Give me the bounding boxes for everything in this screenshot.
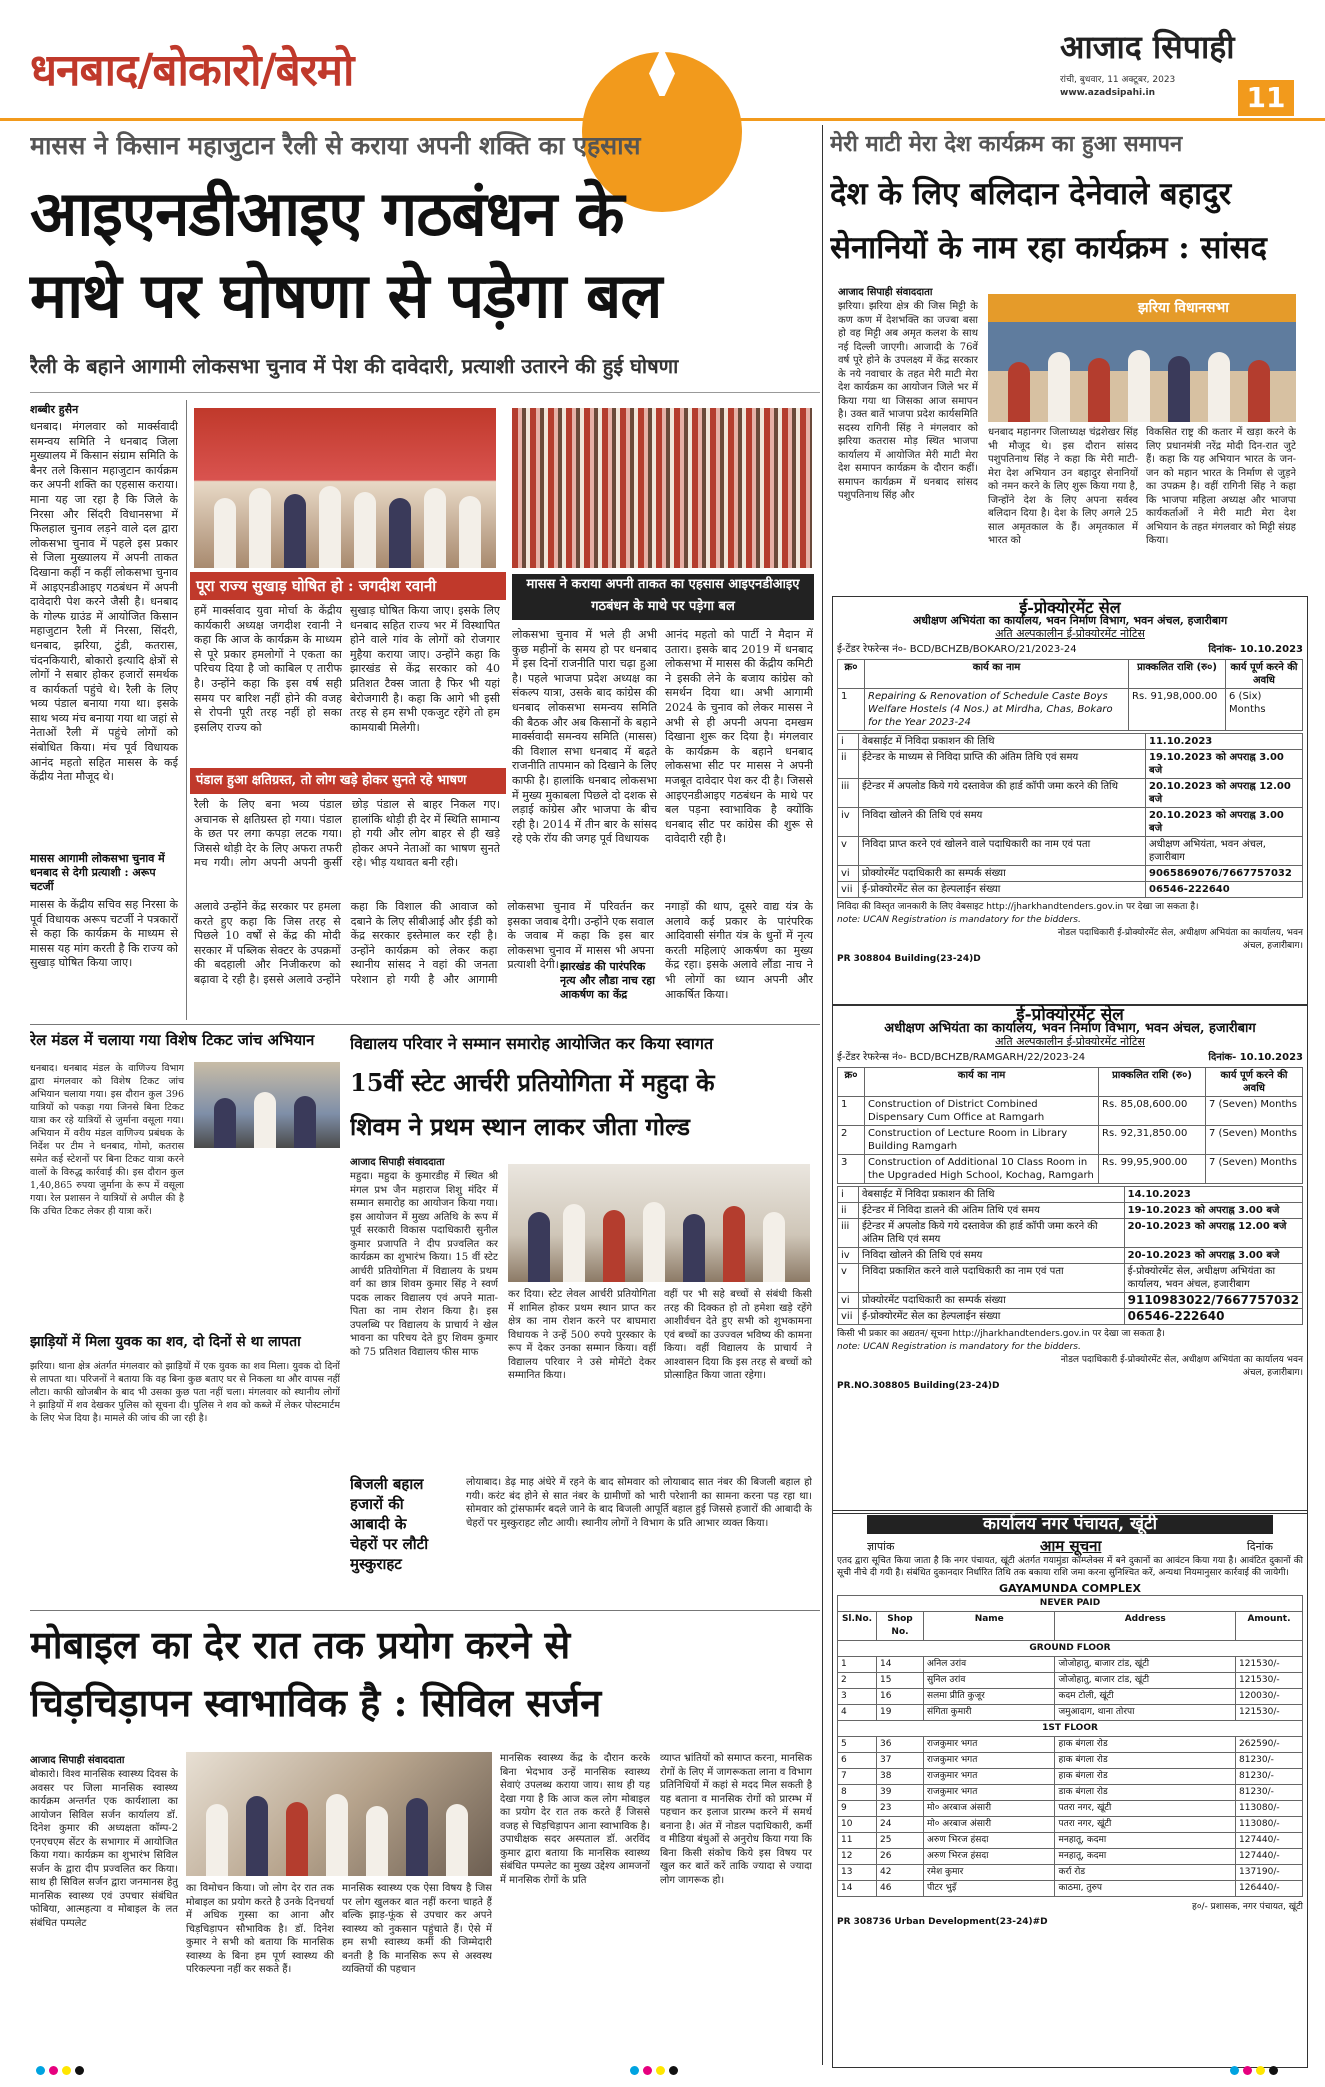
tender2-row-label: ईटेन्डर में निविदा डालने की अंतिम तिथि एवं समय	[859, 1203, 1125, 1219]
lead-col3-text: सुखाड़ घोषित किया जाए। इसके लिए धनबाद सहित राज्य भर में विस्थापित होने वाले गांव के लोगों को रोजगार मुहैया कराया जाए। उन्होंने कहा कि झारखंड से केंद्र सरकार को 40 प्रतिशत टैक्स जाता है फिर भी यहां बेरोजगारी है। कहा कि आगे भी इसी तरह से हम सभी एकजुट रहेंगे तो हम कामयाबी मिलेगी।	[350, 604, 500, 734]
masthead	[0, 0, 1325, 120]
table-cell: 121530/-	[1236, 1673, 1303, 1689]
table-cell: 2	[838, 1673, 877, 1689]
photo-banner-text: झरिया विधानसभा	[1138, 300, 1229, 316]
table-row	[838, 1769, 1303, 1785]
table-cell: मो० अरबाज अंसारी	[924, 1817, 1055, 1833]
jharia-text: झरिया। थाना क्षेत्र अंतर्गत मंगलवार को झाड़ियों में एक युवक का शव मिला। युवक दो दिनों से लापता था। परिजनों ने बताया कि वह बिना कुछ बताए घर से निकला था और वापस नहीं लौटा। काफी खोजबीन के बाद भी उसका कुछ पता नहीं चला। मंगलवार को स्थानीय लोगों ने झाड़ियों में शव देखकर पुलिस को सूचना दी। पुलिस ने शव को कब्जे में लेकर पोस्टमार्टम के लिए भेज दिया है। मामले की जांच की जा रही है।	[30, 1361, 340, 1424]
tender2-row-label: ईटेन्डर में अपलोड किये गये दस्तावेज की हार्ड कॉपी जमा करने की अंतिम तिथि एवं समय	[859, 1219, 1125, 1248]
tender1-subtitle: अति अल्पकालीन ई-प्रोक्योरमेंट नोटिस	[995, 627, 1145, 640]
tender2-signer: नोडल पदाधिकारी ई-प्रोक्योरमेंट सेल, अधीक्षण अभियंता का कार्यालय भवन अंचल, हजारीबाग।	[1060, 1355, 1303, 1378]
np-section: NEVER PAID	[838, 1596, 1303, 1612]
lead-col1-text: धनबाद। मंगलवार को मार्क्सवादी समन्वय समिति ने धनबाद जिला मुख्यालय में किसान संग्राम समिति के बैनर तले किसान महाजुटान कार्यक्रम कर अपनी शक्ति का एहसास कराया। माना यह जा रहा है कि जिले के निरसा और सिंदरी विधानसभा में फिलहाल चुनाव लड़ने वाले दल द्वारा लोकसभा चुनाव में पहले इस प्रकार से जिला मुख्यालय में अपनी ताकत दिखाना कहीं न कहीं लोकसभा चुनाव में आइएनडीआइए गठबंधन में अपनी दावेदारी पेश करने जैसी है। धनबाद के गोल्फ ग्राउंड में आयोजित किसान महाजुटान रैली में निरसा, सिंदरी, धनबाद, झरिया, टुंडी, कतरास, चंदनकियारी, बोकारो इत्यादि क्षेत्रों से लोगों ने सबार होकर हजारों समर्थक व कार्यकर्ता पहुंचे थे। रैली के लिए भव्य पंडाल बनाया गया था। इसके साथ भव्य मंच बनाया गया था जहां से नेताओं रैली में पहुंचे लोगों को संबोधित किया। मंच पूर्व विधायक आनंद महतो सहित मासस के कई केंद्रीय नेता मौजूद थे।	[30, 420, 178, 784]
tender2-work: Construction of Additional 10 Class Room in the Upgraded High School, Kochag, Ramgarh	[865, 1155, 1099, 1184]
lead-col4-text: लोकसभा चुनाव में भले ही अभी कुछ महीनों के समय हो पर धनबाद में इस दिनों राजनीति पारा चढ़ा हुआ है। पहले भाजपा प्रदेश अध्यक्ष का संकल्प यात्रा, उसके बाद कांग्रेस की धनबाद लोकसभा समन्वय समिति की बैठक और अब किसानों के बहाने मार्क्सवादी समन्वय समिति (मासस) की विशाल सभा धनबाद में बढ़ते राजनीति तापमान को दिखाने के लिए काफी है। हालांकि धनबाद लोकसभा में मुख्य मुकाबला पिछले दो दशक से लड़ाई कांग्रेस और भाजपा के बीच रही है। 2014 में तीन बार के सांसद रहे एके रॉय की जगह पूर्व विधायक	[512, 628, 657, 846]
archery-kicker: विद्यालय परिवार ने सम्मान समारोह आयोजित कर किया स्वागत	[350, 1034, 714, 1053]
table-cell: 121530/-	[1236, 1705, 1303, 1721]
table-cell: 36	[877, 1737, 924, 1753]
right-headline-1: देश के लिए बलिदान देनेवाले बहादुर	[830, 176, 1232, 212]
tender1-th-period: कार्य पूर्ण करने की अवधि	[1226, 660, 1303, 689]
tender1-row-label: ई-प्रोक्योरमेंट सेल का हेल्पलाईन संख्या	[859, 882, 1146, 898]
table-cell: राजकुमार भगत	[924, 1785, 1055, 1801]
np-title: कार्यालय नगर पंचायत, खूंटी	[867, 1515, 1273, 1534]
table-cell: कर्रा रोड	[1055, 1865, 1236, 1881]
np-intro: एतद द्वारा सूचित किया जाता है कि नगर पंचायत, खूंटी अंतर्गत गयामुंडा कॉम्प्लेक्स में बने दुकानों का आवंटन किया गया है। आवंटित दुकानों की सूची नीचे दी गयी है। संबंधित दुकानदार निर्धारित तिथि तक बकाया राशि जमा करना सुनिश्चित करें, अन्यथा नियमानुसार कार्रवाई की जायेगी।	[837, 1556, 1303, 1578]
tender1-row-value: 9065869076/7667757032	[1146, 866, 1303, 882]
table-cell: 1	[838, 1657, 877, 1673]
tender1-footer2: note: UCAN Registration is mandatory for the bidders.	[837, 915, 1081, 925]
village-headline-l5: मुस्कुराहट	[350, 1555, 402, 1573]
table-cell: अरुण भिरज हंसदा	[924, 1833, 1055, 1849]
civil-col4-text: मानसिक स्वास्थ्य केंद्र के दौरान करके बिना भेदभाव उन्हें मानसिक स्वास्थ्य सेवाएं उपलब्ध कराया जाय। साथ ही यह देखा गया है कि आज कल लोग मोबाइल का प्रयोग देर रात तक करते हैं जिससे वजह से चिड़चिड़ापन आना स्वाभाविक है। उपाधीक्षक सदर अस्पताल डॉ. अरविंद कुमार द्वारा बताया कि मानसिक स्वास्थ्य संबंधित पम्पलेट का मुख्य उद्देश्य आमजनों में मानसिक रोगों के प्रति	[500, 1753, 650, 1886]
table-cell: 13	[838, 1865, 877, 1881]
photo-caption-left: पूरा राज्य सुखाड़ घोषित हो : जगदीश रवानी	[190, 572, 506, 600]
table-cell: 12	[838, 1849, 877, 1865]
lead-byline: शब्बीर हुसैन	[30, 403, 79, 416]
rail-headline: रेल मंडल में चलाया गया विशेष टिकट जांच अभियान	[30, 1031, 315, 1049]
table-cell: जोजोहातु, बाजार टांड, खूंटी	[1055, 1657, 1236, 1673]
nagar-panchayat-notice	[832, 1510, 1308, 2068]
tender2-amount: Rs. 85,08,600.00	[1099, 1097, 1206, 1126]
tender1-row-value: 20.10.2023 को अपराह्न 12.00 बजे	[1146, 779, 1303, 808]
village-headline	[350, 1474, 460, 1604]
table-row	[838, 1705, 1303, 1721]
archery-col3-text: वहीं पर भी सहे बच्चों से संबंधी किसी तरह की दिक्कत हो तो हमेशा खड़े रहेंगे आशीर्वचन देते हुए सभी को शुभकामना एवं बच्चों का उज्ज्वल भविष्य की कामना किया। वहीं विद्यालय के प्राचार्य ने आश्वासन दिया कि इस तरह से बच्चों को प्रोत्साहित किया जाता रहेगा।	[664, 1289, 812, 1381]
civil-headline-2: चिड़चिड़ापन स्वाभाविक है : सिविल सर्जन	[30, 1680, 602, 1725]
table-cell: 121530/-	[1236, 1657, 1303, 1673]
registration-dots-right	[1230, 2066, 1278, 2075]
archery-byline: आजाद सिपाही संवाददाता	[350, 1157, 445, 1168]
dateline: रांची, बुधवार, 11 अक्टूबर, 2023	[1060, 75, 1176, 85]
table-cell: 7	[838, 1769, 877, 1785]
table-cell: 9	[838, 1801, 877, 1817]
table-cell: 81230/-	[1236, 1769, 1303, 1785]
tender2-period: 7 (Seven) Months	[1206, 1097, 1303, 1126]
rail-text: धनबाद। धनबाद मंडल के वाणिज्य विभाग द्वारा मंगलवार को विशेष टिकट जांच अभियान चलाया गया। इस दौरान कुल 396 यात्रियों को पकड़ा गया जिनसे बिना टिकट यात्रा कर रहे यात्रियों से जुर्माना वसूला गया। अभियान में वरीय मंडल वाणिज्य प्रबंधक के निर्देश पर टीम ने धनबाद, गोमो, कतरास समेत कई स्टेशनों पर बिना टिकट यात्रा करने वालों के विरुद्ध कार्रवाई की। इस दौरान कुल 1,40,865 रुपया जुर्माना के रूप में वसूला गया। रेल प्रशासन ने यात्रियों से अपील की है कि उचित टिकट लेकर ही यात्रा करें।	[30, 1063, 184, 1217]
np-left-label: ज्ञापांक	[867, 1540, 895, 1553]
tender2-period: 7 (Seven) Months	[1206, 1155, 1303, 1184]
table-cell: 14	[877, 1657, 924, 1673]
table-cell: 81230/-	[1236, 1785, 1303, 1801]
table-cell: 23	[877, 1801, 924, 1817]
civil-col5-text: व्याप्त भ्रांतियों को समाप्त करना, मानसिक रोगों के लिए में जागरूकता लाना व विभाग प्रतिनिधियों में कहां से मदद मिल सकती है यह बताना व मानसिक रोगों को प्रारम्भ में पहचान कर इलाज प्रारम्भ करने में समर्थ बनाना है। अंत में नोडल पदाधिकारी, कर्मी व मीडिया बंधुओं से अनुरोध किया गया कि बिना किसी संकोच किये इस विषय पर खुल कर बातें करें ताकि ज्यादा से ज्यादा लोग जागरूक हो।	[660, 1753, 812, 1886]
tender1-pr: PR 308804 Building(23-24)D	[837, 954, 981, 964]
tender2-office: अधीक्षण अभियंता का कार्यालय, भवन निर्माण विभाग, भवन अंचल, हजारीबाग	[884, 1021, 1256, 1036]
table-cell: कदम टोली, खूंटी	[1055, 1689, 1236, 1705]
village-headline-l1: बिजली बहाल	[350, 1475, 424, 1493]
table-cell: डाक बंगला रोड	[1055, 1785, 1236, 1801]
table-cell: राजकुमार भगत	[924, 1753, 1055, 1769]
table-cell: 10	[838, 1817, 877, 1833]
village-text: लोयाबाद। डेढ़ माह अंधेरे में रहने के बाद सोमवार को लोयाबाद सात नंबर की बिजली बहाल हो गयी। करंट बंद होने से सात नंबर के ग्रामीणों को भारी परेशानी का सामना करना पड़ रहा था। सोमवार को ट्रांसफार्मर बदले जाने के बाद बिजली आपूर्ति बहाल हुई जिससे हजारों की आबादी के चेहरों पर मुस्कुराहट लौट आयी। स्थानीय लोगों ने विभाग के प्रति आभार व्यक्त किया।	[466, 1477, 812, 1529]
tender1-date: दिनांक- 10.10.2023	[1208, 644, 1303, 655]
tender2-amount: Rs. 92,31,850.00	[1099, 1126, 1206, 1155]
lead-col5-text: आनंद महतो को पार्टी ने मैदान में उतारा। इसके बाद 2019 में धनबाद लोकसभा में मासस की केंद्रीय कमिटी ने इसकी लेने के बजाय कांग्रेस को समर्थन दिया था। अभी आगामी 2024 के चुनाव को लेकर मासस ने अभी से ही अपनी अपना दमखम दिखाना शुरू कर दिया है। मंगलवार के कार्यक्रम के बहाने धनबाद लोकसभा सीट पर मासस ने अपनी मजबूत दावेदार पेश कर दी है। जिससे आइएनडीआइए गठबंधन के माथे पर बल पड़ना स्वाभाविक है क्योंकि धनबाद सीट पर कांग्रेस की शुरू से दावेदारी रही है।	[665, 628, 813, 846]
tender1-th-no: क्र०	[838, 660, 865, 689]
tender2-th-period: कार्य पूर्ण करने की अवधि	[1206, 1068, 1303, 1097]
table-cell: सलमा प्रीति कुजूर	[924, 1689, 1055, 1705]
right-col1-text: झरिया। झरिया क्षेत्र की जिस मिट्टी के कण कण में देशभक्ति का जज्बा बसा हो वह मिट्टी अब अमृत कलश के साथ नई दिल्ली जाएगी। आजादी के 76वें वर्ष पूरे होने के उपलक्ष्य में केंद्र सरकार के नये नवाचार के तहत मेरी माटी मेरा देश कार्यक्रम का आयोजन जिले भर में किया गया था जिसका आज समापन है। उक्त बातें भाजपा प्रदेश कार्यसमिति सदस्य रागिनी सिंह ने मंगलवार को झरिया कतरास मोड़ स्थित भाजपा कार्यालय में आयोजित मेरी माटी मेरा देश समापन कार्यक्रम के दौरान कहीं। समापन कार्यक्रम में धनबाद सांसद पशुपतिनाथ सिंह और	[838, 301, 978, 501]
tender2-row-value: 20-10.2023 को अपराह्न 3.00 बजे	[1124, 1248, 1302, 1264]
table-cell: 38	[877, 1769, 924, 1785]
table-cell: 15	[877, 1673, 924, 1689]
village-headline-l3: आबादी के	[350, 1515, 407, 1533]
table-cell: रमेश कुमार	[924, 1865, 1055, 1881]
table-row	[838, 1785, 1303, 1801]
civil-col3-text: मानसिक स्वास्थ्य एक ऐसा विषय है जिस पर लोग खुलकर बात नहीं करना चाहते हैं बल्कि झाड़-फूंक से उपचार कर अपने स्वास्थ्य को नुकसान पहुंचाते हैं। ऐसे में हम सभी स्वास्थ्य कर्मी की जिम्मेदारी बनती है कि मानसिक रूप से अस्वस्थ व्यक्तियों की पहचान	[342, 1883, 492, 1975]
sun-top-mask	[560, 28, 760, 52]
table-cell: 39	[877, 1785, 924, 1801]
tender2-subtitle: अति अल्पकालीन ई-प्रोक्योरमेंट नोटिस	[995, 1035, 1145, 1048]
np-pr: PR 308736 Urban Development(23-24)#D	[837, 1917, 1048, 1927]
tender1-row-label: प्रोक्योरमेंट पदाधिकारी का सम्पर्क संख्या	[859, 866, 1146, 882]
tender2-footer2: note: UCAN Registration is mandatory for the bidders.	[837, 1342, 1081, 1352]
table-cell: 16	[877, 1689, 924, 1705]
tender2-row-value: 9110983022/7667757032	[1124, 1293, 1302, 1309]
tender2-period: 7 (Seven) Months	[1206, 1126, 1303, 1155]
registration-dots-center	[630, 2066, 678, 2075]
tender1-row-label: वेबसाईट में निविदा प्रकाशन की तिथि	[859, 734, 1146, 750]
jharia-event-photo	[988, 294, 1296, 422]
tender2-th-name: कार्य का नाम	[865, 1068, 1099, 1097]
tender2-table	[837, 1067, 1303, 1184]
tender1-row-label: ईटेन्डर में अपलोड किये गये दस्तावेज की हार्ड कॉपी जमा करने की तिथि	[859, 779, 1146, 808]
tender2-date: दिनांक- 10.10.2023	[1208, 1052, 1303, 1063]
np-date-label: दिनांक	[1246, 1540, 1273, 1553]
lead-bottom-text: अलावे उन्होंने केंद्र सरकार पर हमला करते हुए कहा कि जिस तरह से पिछले 10 वर्षों से केंद्र की मोदी सरकार में पब्लिक सेक्टर के उपक्रमों की बदहाली और निजीकरण को बढ़ावा दे रही है। इससे अलावे उन्होंने कहा कि विशाल की आवाज को दबाने के लिए सीबीआई और ईडी को केंद्र सरकार इस्तेमाल कर रही है। उन्होंने कार्यक्रम को लेकर कहा स्थानीय सांसद ने वहां की जनता परेशान हो गयी है और आगामी लोकसभा चुनाव में परिवर्तन कर इसका जवाब देगी। उन्होंने एक सवाल के जवाब में कहा कि इस बार लोकसभा चुनाव में मासस भी अपना प्रत्याशी देगी।	[194, 900, 654, 986]
table-cell: 6	[838, 1753, 877, 1769]
np-signer: ह०/- प्रशासक, नगर पंचायत, खूंटी	[1192, 1902, 1303, 1912]
tender1-th-name: कार्य का नाम	[865, 660, 1129, 689]
table-row: 2 Construction of Lecture Room in Library Building Ramgarh Rs. 92,31,850.00 7 (Seven) Months	[838, 1126, 1303, 1155]
tender2-th-amount: प्राक्कलित राशि (रु०)	[1099, 1068, 1206, 1097]
tender-notice-bokaro	[832, 596, 1308, 1006]
table-cell: मो० अरबाज अंसारी	[924, 1801, 1055, 1817]
tender1-work: Repairing & Renovation of Schedule Caste Boys Welfare Hostels (4 Nos.) at Mirdha, Chas, Bokaro for the Year 2023-24	[865, 689, 1129, 731]
table-cell: संगिता कुमारी	[924, 1705, 1055, 1721]
table-row	[838, 1865, 1303, 1881]
tender2-row-label: वेबसाईट में निविदा प्रकाशन की तिथि	[859, 1187, 1125, 1203]
tender1-signer: नोडल पदाधिकारी ई-प्रोक्योरमेंट सेल, अधीक्षण अभियंता का कार्यालय, भवन अंचल, हजारीबाग।	[1057, 928, 1303, 951]
table-row	[838, 1833, 1303, 1849]
table-cell: 14	[838, 1881, 877, 1897]
table-cell: जोजोहातु, बाजार टांड, खूंटी	[1055, 1673, 1236, 1689]
lead-headline-2: माथे पर घोषणा से पड़ेगा बल	[30, 259, 662, 332]
lead-col1-text2: मासस के केंद्रीय सचिव सह निरसा के पूर्व विधायक अरूप चटर्जी ने पत्रकारों से कहा कि कार्यक्रम के माध्यम से मासस यह मांग करती है कि राज्य को सुखाड़ घोषित किया जाए।	[30, 898, 178, 970]
rally-crowd-photo	[512, 408, 812, 568]
table-cell: पतरा नगर, खूंटी	[1055, 1801, 1236, 1817]
np-floor-ground: GROUND FLOOR	[838, 1641, 1303, 1657]
table-cell: 37	[877, 1753, 924, 1769]
civil-headline-1: मोबाइल का देर रात तक प्रयोग करने से	[30, 1622, 571, 1667]
tender1-th-amount: प्राक्कलित राशि (रु०)	[1129, 660, 1226, 689]
right-col3-text: विकसित राष्ट्र की कतार में खड़ा करने के लिए प्रधानमंत्री नरेंद्र मोदी दिन-रात जुटे हैं। कहा कि यह अभियान भारत के जन-जन को महान भारत के निर्माण से जुड़ने का उपक्रम है। वहीं रागिनी सिंह ने कहा कि भाजपा महिला अध्यक्ष और भाजपा कार्यकर्ताओं ने मेरी माटी मेरा देश अभियान के तहत मंगलवार को मिट्टी संग्रह किया।	[1146, 427, 1296, 546]
tender1-row-value: 19.10.2023 को अपराह्न 3.00 बजे	[1146, 750, 1303, 779]
tender2-row-label: प्रोक्योरमेंट पदाधिकारी का सम्पर्क संख्या	[859, 1293, 1125, 1309]
tender1-row-value: 20.10.2023 को अपराह्न 3.00 बजे	[1146, 808, 1303, 837]
table-cell: 3	[838, 1689, 877, 1705]
table-cell: पीटर भुइँ	[924, 1881, 1055, 1897]
tender1-row-label: निविदा खोलने की तिथि एवं समय	[859, 808, 1146, 837]
table-row	[838, 1689, 1303, 1705]
tender2-work: Construction of District Combined Dispensary Cum Office at Ramgarh	[865, 1097, 1099, 1126]
table-cell: 42	[877, 1865, 924, 1881]
right-headline-2: सेनानियों के नाम रहा कार्यक्रम : सांसद	[830, 230, 1267, 266]
page-number: 11	[1238, 80, 1294, 116]
np-ground-rows	[838, 1657, 1303, 1721]
table-cell: 120030/-	[1236, 1689, 1303, 1705]
table-cell: 11	[838, 1833, 877, 1849]
table-cell: 113080/-	[1236, 1801, 1303, 1817]
lead-col23-text: रैली के लिए बना भव्य पंडाल अचानक से क्षतिग्रस्त हो गया। पंडाल के छत पर लगा कपड़ा लटक गया। जिससे थोड़ी देर के लिए अफरा तफरी मच गयी। लोग अपनी अपनी कुर्सी छोड़ पंडाल से बाहर निकल गए। हालांकि थोड़ी ही देर में स्थिति सामान्य हो गयी और लोग बाहर से ही खड़े होकर अपने नेताओं का भाषण सुनते रहे। भीड़ यथावत बनी रही।	[194, 798, 500, 870]
tender1-amount: Rs. 91,98,000.00	[1129, 689, 1226, 731]
table-cell: 127440/-	[1236, 1833, 1303, 1849]
table-cell: हाक बंगला रोड	[1055, 1769, 1236, 1785]
table-cell: मनहातू, कदमा	[1055, 1849, 1236, 1865]
lead-bottom-text2: नगाड़ों की थाप, दूसरे वाद्य यंत्र के अलावे कई प्रकार के पारंपरिक आदिवासी संगीत यंत्र के धुनों में नृत्य करती महिलाएं आकर्षण का मुख्य केंद्र रहा। इसके अलावे लौंडा नाच ने भी लोगों का ध्यान अपनी और आकर्षित किया।	[665, 900, 813, 1001]
tender1-row-value: अधीक्षण अभियंता, भवन अंचल, हजारीबाग	[1146, 837, 1303, 866]
tender1-row-value: 06546-222640	[1146, 882, 1303, 898]
np-complex: GAYAMUNDA COMPLEX	[999, 1582, 1141, 1595]
table-cell: 8	[838, 1785, 877, 1801]
lead-col2-text: हमें मार्क्सवाद युवा मोर्चा के केंद्रीय कार्यकारी अध्यक्ष जगदीश रवानी ने कहा कि आज के कार्यक्रम के माध्यम से पूरे प्रकार हमलोगों ने एकता का परिचय दिया है जो काबिल ए तारीफ है। उन्होंने कहा कि इस वर्ष सही समय पर बारिश नहीं होने की वजह से रोपनी पूरी तरह नहीं हो सका इसलिए राज्य को	[194, 604, 342, 734]
table-row	[838, 1817, 1303, 1833]
table-cell: 26	[877, 1849, 924, 1865]
tender2-row-label: ई-प्रोक्योरमेंट सेल का हेल्पलाईन संख्या	[859, 1309, 1125, 1325]
tender2-footer1: किसी भी प्रकार का अद्यतन/ सूचना http://jharkhandtenders.gov.in पर देखा जा सकता है।	[837, 1329, 1165, 1339]
tender1-ref: ई-टेंडर रेफरेन्स नं०- BCD/BCHZB/BOKARO/21/2023-24	[837, 644, 1077, 655]
table-row	[838, 1657, 1303, 1673]
tender1-schedule: i वेबसाईट में निविदा प्रकाशन की तिथि 11.10.2023 ii ईटेन्डर के माध्यम से निविदा प्राप्ति की अंतिम तिथि एवं समय 19.10.2023 को अपराह्न 3.00 बजे iii ईटेन्डर में अपलोड किये गये दस्तावेज की हार्ड कॉपी जमा करने की तिथि 20.10.2023 को अपराह्न 12.00 बजे iv निविदा खोलने की तिथि एवं समय 20.10.2023 को अपराह्न 3.00 बजे v निविदा प्राप्त करने एवं खोलने वाले पदाधिकारी का नाम एवं पता अधीक्षण अभियंता, भवन अंचल, हजारीबाग vi प्रोक्योरमेंट पदाधिकारी का सम्पर्क संख्या 9065869076/7667757032 vii ई-प्रोक्योरमेंट सेल का हेल्पलाईन संख्या 06546-222640	[837, 733, 1303, 898]
table-cell: 46	[877, 1881, 924, 1897]
np-table: NEVER PAID Sl.No. Shop No. Name Address Amount. GROUND FLOOR 1 14 अनिल उरांव जोजोहातु, बाजार टांड, खूंटी 121530/- 2 15 सुनिल उरांव जोजोहातु, बाजार टांड, खूंटी 121530/- 3 16 सलमा प्रीति कुजूर कदम टोली, खूंटी 120030/- 4 19 संगिता कुमारी जमुआदाग, थाना तोरपा 121530/- 1ST FLOOR 5 36 राजकुमार भगत हाक बंगला रोड 262590/- 6 37 राजकुमार भगत हाक बंगला रोड 81230/- 7 38 राजकुमार भगत हाक बंगला रोड 81230/- 8 39 राजकुमार भगत डाक बंगला रोड 81230/- 9 23 मो० अरबाज अंसारी पतरा नगर, खूंटी 113080/- 10 24 मो० अरबाज अंसारी पतरा नगर, खूंटी 113080/- 11 25 अरुण भिरज हंसदा मनहातू, कदमा 127440/- 12 26 अरुण भिरज हंसदा मनहातू, कदमा 127440/- 13 42 रमेश कुमार कर्रा रोड 137190/- 14 46 पीटर भुइँ काठमा, तुरुप 126440/-	[837, 1595, 1303, 1897]
table-cell: 19	[877, 1705, 924, 1721]
civil-col2-text: का विमोचन किया। जो लोग देर रात तक मोबाइल का प्रयोग करते है उनके दिनचर्या में अधिक गुस्सा का आना और चिड़चिड़ापन सौभाविक है। डॉ. दिनेश कुमार ने सभी को बताया कि मानसिक स्वास्थ्य के बिना हम पूर्ण स्वास्थ्य की परिकल्पना नहीं कर सकते हैं।	[186, 1883, 334, 1975]
np-first-rows	[838, 1737, 1303, 1897]
table-cell: हाक बंगला रोड	[1055, 1737, 1236, 1753]
tender2-amount: Rs. 99,95,900.00	[1099, 1155, 1206, 1184]
tender2-row-value: ई-प्रोक्योरमेंट सेल, अधीक्षण अभियंता का कार्यालय, भवन अंचल, हजारीबाग	[1124, 1264, 1302, 1293]
table-cell: 127440/-	[1236, 1849, 1303, 1865]
masthead-rule	[0, 118, 1325, 121]
website: www.azadsipahi.in	[1060, 88, 1155, 98]
registration-dots-left	[36, 2066, 84, 2075]
table-cell: हाक बंगला रोड	[1055, 1753, 1236, 1769]
tender1-row-label: निविदा प्राप्त करने एवं खोलने वाले पदाधिकारी का नाम एवं पता	[859, 837, 1146, 866]
table-cell: 262590/-	[1236, 1737, 1303, 1753]
jharia-headline: झाड़ियों में मिला युवक का शव, दो दिनों से था लापता	[30, 1334, 301, 1350]
table-cell: काठमा, तुरुप	[1055, 1881, 1236, 1897]
table-cell: अनिल उरांव	[924, 1657, 1055, 1673]
table-row	[838, 1673, 1303, 1689]
tender1-period: 6 (Six) Months	[1226, 689, 1303, 731]
lead-col23-subhead: पंडाल हुआ क्षतिग्रस्त, तो लोग खड़े होकर सुनते रहे भाषण	[190, 768, 506, 794]
village-headline-l2: हजारों की	[350, 1495, 404, 1513]
col-divider	[186, 400, 187, 1020]
tender2-th-no: क्र०	[838, 1068, 865, 1097]
np-floor-first: 1ST FLOOR	[838, 1721, 1303, 1737]
table-cell: राजकुमार भगत	[924, 1737, 1055, 1753]
table-cell: 126440/-	[1236, 1881, 1303, 1897]
tender2-title: ई-प्रोक्योरमेंट सेल	[1016, 1005, 1124, 1025]
table-cell: 81230/-	[1236, 1753, 1303, 1769]
civil-event-photo	[186, 1752, 492, 1876]
tender2-ref: ई-टेंडर रेफरेन्स नं०- BCD/BCHZB/RAMGARH/22/2023-24	[837, 1052, 1086, 1063]
tender1-footer1: निविदा की विस्तृत जानकारी के लिए वेबसाइट http://jharkhandtenders.gov.in पर देखा जा सकता है।	[837, 902, 1199, 912]
rally-stage-photo	[194, 408, 496, 568]
tender2-row-value: 20-10.2023 को अपराह्न 12.00 बजे	[1124, 1219, 1302, 1248]
archery-headline-1: 15वीं स्टेट आर्चरी प्रतियोगिता में महुदा के	[350, 1068, 715, 1097]
table-cell: अरुण भिरज हंसदा	[924, 1849, 1055, 1865]
right-kicker: मेरी माटी मेरा देश कार्यक्रम का हुआ समापन	[830, 131, 1183, 157]
lead-rule	[30, 392, 820, 393]
pen-nib-logo-icon	[582, 52, 742, 120]
table-row: 3 Construction of Additional 10 Class Room in the Upgraded High School, Kochag, Ramgarh Rs. 99,95,900.00 7 (Seven) Months	[838, 1155, 1303, 1184]
tender2-row-value: 14.10.2023	[1124, 1187, 1302, 1203]
archery-headline-2: शिवम ने प्रथम स्थान लाकर जीता गोल्ड	[350, 1112, 690, 1141]
table-cell: 5	[838, 1737, 877, 1753]
tender1-office: अधीक्षण अभियंता का कार्यालय, भवन निर्माण विभाग, भवन अंचल, हजारीबाग	[912, 614, 1228, 627]
photo-caption-right: मासस ने कराया अपनी ताकत का एहसास आइएनडीआइए गठबंधन के माथे पर पड़ेगा बल	[512, 574, 814, 620]
archery-award-photo	[508, 1164, 810, 1282]
table-cell: 113080/-	[1236, 1817, 1303, 1833]
lead-kicker: मासस ने किसान महाजुटान रैली से कराया अपनी शक्ति का एहसास	[30, 131, 641, 160]
table-cell: मनहातू, कदमा	[1055, 1833, 1236, 1849]
table-cell: पतरा नगर, खूंटी	[1055, 1817, 1236, 1833]
rail-text-cont	[30, 1150, 340, 1328]
lead-bottom-subhead: झारखंड की पारंपरिक नृत्य और लौडा नाच रहा आकर्षण का केंद्र	[560, 960, 660, 1020]
village-headline-l4: चेहरों पर लौटी	[350, 1535, 429, 1553]
lead-subhead: रैली के बहाने आगामी लोकसभा चुनाव में पेश की दावेदारी, प्रत्याशी उतारने की हुई घोषणा	[30, 354, 679, 378]
page-divider	[822, 125, 823, 2065]
table-cell: 25	[877, 1833, 924, 1849]
table-row	[838, 1881, 1303, 1897]
table-cell: 24	[877, 1817, 924, 1833]
right-byline: आजाद सिपाही संवाददाता	[838, 287, 933, 298]
civil-byline: आजाद सिपाही संवाददाता	[30, 1755, 125, 1766]
tender1-title: ई-प्रोक्योरमेंट सेल	[1019, 598, 1121, 617]
table-row	[838, 1737, 1303, 1753]
tender2-schedule: i वेबसाईट में निविदा प्रकाशन की तिथि 14.10.2023 ii ईटेन्डर में निविदा डालने की अंतिम तिथि एवं समय 19-10.2023 को अपराह्न 3.00 बजे iii ईटेन्डर में अपलोड किये गये दस्तावेज की हार्ड कॉपी जमा करने की अंतिम तिथि एवं समय 20-10.2023 को अपराह्न 12.00 बजे iv निविदा खोलने की तिथि एवं समय 20-10.2023 को अपराह्न 3.00 बजे v निविदा प्रकाशित करने वाले पदाधिकारी का नाम एवं पता ई-प्रोक्योरमेंट सेल, अधीक्षण अभियंता का कार्यालय, भवन अंचल, हजारीबाग vi प्रोक्योरमेंट पदाधिकारी का सम्पर्क संख्या 9110983022/7667757032 vii ई-प्रोक्योरमेंट सेल का हेल्पलाईन संख्या 06546-222640	[837, 1186, 1303, 1325]
np-notice-label: आम सूचना	[1039, 1537, 1102, 1555]
right-col2-text: धनबाद महानगर जिलाध्यक्ष चंद्रशेखर सिंह भी मौजूद थे। इस दौरान सांसद पशुपतिनाथ सिंह ने कहा कि मेरी माटी-मेरा देश अभियान उन बहादुर सेनानियों को नमन करने के लिए शुरू किया गया है, जिन्होंने देश के लिए अपना सर्वस्व बलिदान दिया है। देश के लिए अगले 25 साल अमृतकाल के हैं। अमृतकाल में भारत को	[988, 427, 1138, 546]
archery-col1-text: महुदा। महुदा के कुमारडीह में स्थित श्री मंगल प्रभ जैन महाराज शिशु मंदिर में सम्मान समारोह का आयोजन किया गया। इस आयोजन में मुख्य अतिथि के रूप में पूर्व सरकारी विकास पदाधिकारी सुनील कुमार प्रजापति ने दीप प्रज्वलित कर कार्यक्रम का शुभारंभ किया। 15 वीं स्टेट आर्चरी प्रतियोगिता में विद्यालय के प्रथम वर्ग का छात्र शिवम कुमार सिंह ने स्वर्ण पदक लाकर विद्यालय एवं अपने माता-पिता का नाम रोशन किया है। इस उपलब्धि पर विद्यालय के प्राचार्य ने खेल भावना का परिचय देते हुए शिवम कुमार को 75 प्रतिशत विद्यालय फीस माफ	[350, 1171, 498, 1358]
tender2-pr: PR.NO.308805 Building(23-24)D	[837, 1381, 1000, 1391]
paper-name: आजाद सिपाही	[1060, 28, 1235, 66]
table-cell: राजकुमार भगत	[924, 1769, 1055, 1785]
divider-rule	[30, 1024, 820, 1025]
tender2-row-value: 06546-222640	[1124, 1309, 1302, 1325]
table-cell: जमुआदाग, थाना तोरपा	[1055, 1705, 1236, 1721]
table-row	[838, 1849, 1303, 1865]
tender2-row-label: निविदा खोलने की तिथि एवं समय	[859, 1248, 1125, 1264]
civil-top-rule	[30, 1610, 820, 1611]
lead-headline-1: आइएनडीआइए गठबंधन के	[30, 177, 624, 250]
lead-col1-subhead: मासस आगामी लोकसभा चुनाव में धनबाद से देगी प्रत्याशी : अरूप चटर्जी	[30, 852, 165, 893]
tender2-row-value: 19-10.2023 को अपराह्न 3.00 बजे	[1124, 1203, 1302, 1219]
table-cell: सुनिल उरांव	[924, 1673, 1055, 1689]
table-cell: 4	[838, 1705, 877, 1721]
civil-col1-text: बोकारो। विश्व मानसिक स्वास्थ्य दिवस के अवसर पर जिला मानसिक स्वास्थ्य कार्यक्रम अन्तर्गत एक कार्यशाला का आयोजन सिविल सर्जन कार्यालय डॉ. दिनेश कुमार की अध्यक्षता कॉम्प-2 एनएचएम सेंटर के सभागार में आयोजित किया गया। कार्यक्रम का शुभारंभ सिविल सर्जन के द्वारा दीप प्रज्वलित कर किया। साथ ही सिविल सर्जन द्वारा जनमानस हेतु मानसिक स्वास्थ्य एवं उपचार संबंधित फोबिया, आत्महत्या व मोबाइल के लत संबंधित पम्पलेट	[30, 1769, 178, 1929]
table-row	[838, 1753, 1303, 1769]
table-row	[838, 1801, 1303, 1817]
tender-notice-ramgarh	[832, 1004, 1308, 1514]
tender2-work: Construction of Lecture Room in Library Building Ramgarh	[865, 1126, 1099, 1155]
tender1-row-value: 11.10.2023	[1146, 734, 1303, 750]
table-cell: 137190/-	[1236, 1865, 1303, 1881]
section-title: धनबाद/बोकारो/बेरमो	[30, 45, 354, 96]
table-row: 1 Construction of District Combined Dispensary Cum Office at Ramgarh Rs. 85,08,600.00 7 (Seven) Months	[838, 1097, 1303, 1126]
tender1-row-label: ईटेन्डर के माध्यम से निविदा प्राप्ति की अंतिम तिथि एवं समय	[859, 750, 1146, 779]
tender2-row-label: निविदा प्रकाशित करने वाले पदाधिकारी का नाम एवं पता	[859, 1264, 1125, 1293]
tender1-table: क्र० कार्य का नाम प्राक्कलित राशि (रु०) कार्य पूर्ण करने की अवधि 1 Repairing & Renovation of Schedule Caste Boys Welfare Hostels (4 Nos.) at Mirdha, Chas, Bokaro for the Year 2023-24 Rs. 91,98,000.00 6 (Six) Months	[837, 659, 1303, 731]
archery-col2-text: कर दिया। स्टेट लेवल आर्चरी प्रतियोगिता में शामिल होकर प्रथम स्थान प्राप्त कर क्षेत्र का नाम रोशन करने पर बाघमारा विधायक ने उन्हें 500 रुपये पुरस्कार के रूप में देकर उनका सम्मान किया। वहीं विद्यालय परिवार ने उसे मोमेंटो देकर सम्मानित किया।	[508, 1289, 656, 1381]
